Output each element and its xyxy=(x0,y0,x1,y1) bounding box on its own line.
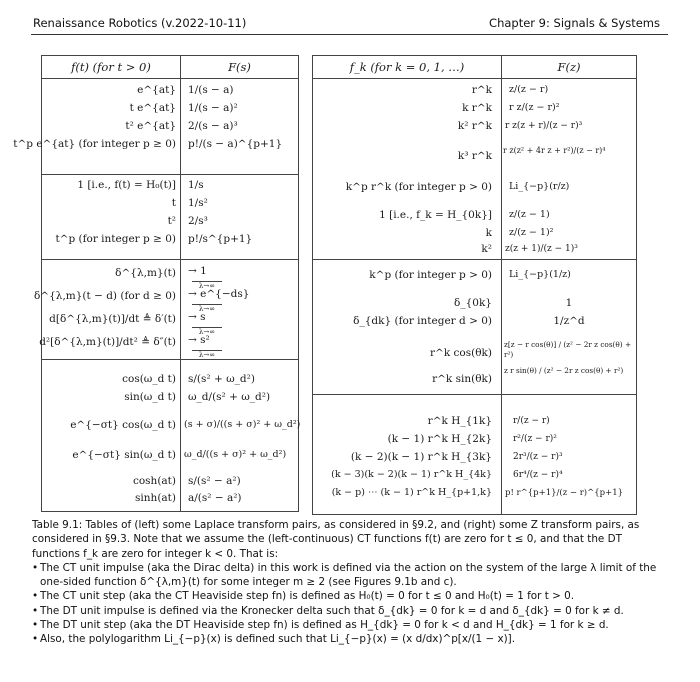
laplace-ft-cell: t e^{at} xyxy=(129,102,176,114)
limit-label: λ→∞ xyxy=(192,324,222,338)
laplace-ft-cell: e^{−σt} cos(ω_d t) xyxy=(70,419,176,431)
z-fk-cell: (k − 2)(k − 1) r^k H_{3k} xyxy=(350,451,492,463)
z-fz-cell: p! r^{p+1}/(z − r)^{p+1} xyxy=(505,488,624,498)
z-fk-cell: 1 [i.e., f_k = H_{0k}] xyxy=(379,209,492,221)
limit-label: λ→∞ xyxy=(192,278,222,292)
table-caption xyxy=(32,518,670,647)
laplace-ft-cell: d²[δ^{λ,m}(t)]/dt² ≜ δ″(t) xyxy=(39,336,176,348)
z-fz-cell: z r sin(θ) / (z² − 2r z cos(θ) + r²) xyxy=(504,366,624,375)
laplace-fs-cell: 1/s xyxy=(188,179,204,191)
z-fk-cell: δ_{dk} (for integer d > 0) xyxy=(353,315,492,327)
z-fz-cell: Li_{−p}(r/z) xyxy=(509,181,570,192)
laplace-fs-cell: → e^{−ds} xyxy=(188,288,250,300)
laplace-ft-cell: 1 [i.e., f(t) = H₀(t)] xyxy=(77,179,176,191)
laplace-ft-cell: t^p (for integer p ≥ 0) xyxy=(55,233,176,245)
laplace-fs-cell: 2/s³ xyxy=(188,215,208,227)
header-right: Chapter 9: Signals & Systems xyxy=(489,16,660,30)
z-fk-cell: k² r^k xyxy=(457,120,492,132)
laplace-fs-cell: → s² xyxy=(188,334,210,346)
z-divider xyxy=(313,259,636,260)
z-fz-cell: z/(z − 1)² xyxy=(509,227,554,238)
laplace-header-fs: F(s) xyxy=(181,56,298,79)
z-fz-cell: z/(z − r) xyxy=(509,84,549,95)
z-col-divider xyxy=(501,56,502,514)
laplace-divider xyxy=(42,359,298,360)
laplace-fs-cell: p!/(s − a)^{p+1} xyxy=(188,138,283,150)
z-fk-cell: r^k xyxy=(471,84,492,96)
limit-label: λ→∞ xyxy=(192,347,222,361)
caption-bullets xyxy=(32,561,670,647)
laplace-ft-cell: t^p e^{at} (for integer p ≥ 0) xyxy=(13,138,176,150)
laplace-fs-cell: 1/(s − a) xyxy=(188,84,234,96)
z-fk-cell: k xyxy=(485,227,492,239)
z-fk-cell: k^p (for integer p > 0) xyxy=(369,269,492,281)
laplace-ft-cell: cos(ω_d t) xyxy=(122,373,176,385)
laplace-header-ft: f(t) (for t > 0) xyxy=(42,56,180,79)
z-fk-cell: k r^k xyxy=(462,102,492,114)
laplace-fs-cell: ω_d/(s² + ω_d²) xyxy=(188,391,271,403)
laplace-fs-cell: p!/s^{p+1} xyxy=(188,233,253,245)
z-fk-cell: k³ r^k xyxy=(457,150,492,162)
laplace-divider xyxy=(42,174,298,175)
z-fk-cell: k² xyxy=(481,243,492,255)
laplace-ft-cell: δ^{λ,m}(t − d) (for d ≥ 0) xyxy=(33,290,176,302)
laplace-ft-cell: e^{−σt} sin(ω_d t) xyxy=(72,449,176,461)
z-fk-cell: (k − p) ⋯ (k − 1) r^k H_{p+1,k} xyxy=(331,487,492,498)
laplace-col-divider xyxy=(180,56,181,511)
z-fz-cell: z(z + 1)/(z − 1)³ xyxy=(505,244,578,254)
z-fz-cell: Li_{−p}(1/z) xyxy=(509,269,571,280)
laplace-ft-cell: d[δ^{λ,m}(t)]/dt ≜ δ′(t) xyxy=(49,313,176,325)
z-fz-cell: 2r³/(z − r)³ xyxy=(513,452,563,462)
z-fz-cell: r/(z − r) xyxy=(513,416,550,426)
z-divider xyxy=(313,394,636,395)
z-fk-cell: k^p r^k (for integer p > 0) xyxy=(345,181,492,193)
laplace-ft-cell: cosh(at) xyxy=(132,475,176,487)
z-fz-cell: z[z − r cos(θ)] / (z² − 2r z cos(θ) + r²) xyxy=(504,340,632,359)
z-fz-cell: 1/z^d xyxy=(553,315,585,327)
header-left: Renaissance Robotics (v.2022-10-11) xyxy=(33,16,247,30)
caption-bullet: • The CT unit step (aka the CT Heaviside step fn) is defined as H₀(t) = 0 for t ≤ 0 and H₀(t) = 1 for t > 0. xyxy=(32,589,670,603)
z-header-fz: F(z) xyxy=(502,56,636,79)
laplace-fs-cell: 1/s² xyxy=(188,197,208,209)
caption-bullet: • The CT unit impulse (aka the Dirac delta) in this work is defined via the action on the system of the large λ limit of the one-sided function δ^{λ,m}(t) for some integer m ≥ 2 (see Figures 9.1b and c). xyxy=(32,561,670,590)
caption-bullet: • Also, the polylogarithm Li_{−p}(x) is defined such that Li_{−p}(x) = (x d/dx)^p[x/(1 − x)]. xyxy=(32,632,670,646)
z-fk-cell: r^k cos(θk) xyxy=(430,347,492,359)
laplace-ft-cell: t² e^{at} xyxy=(125,120,176,132)
z-fz-cell: r z(z² + 4r z + r²)/(z − r)⁴ xyxy=(503,146,606,155)
z-fz-cell: r z/(z − r)² xyxy=(509,102,560,113)
z-transform-table xyxy=(312,55,637,515)
laplace-ft-cell: δ^{λ,m}(t) xyxy=(115,267,176,279)
z-fz-cell: 1 xyxy=(565,297,573,309)
z-fz-cell: z/(z − 1) xyxy=(509,209,550,220)
laplace-ft-cell: sinh(at) xyxy=(135,492,176,504)
limit-label: λ→∞ xyxy=(192,301,222,315)
z-fz-cell: 6r⁴/(z − r)⁴ xyxy=(513,470,563,480)
caption-bullet: • The DT unit step (aka the DT Heaviside step fn) is defined as H_{dk} = 0 for k < d and H_{dk} = 1 for k ≥ d. xyxy=(32,618,670,632)
laplace-ft-cell: e^{at} xyxy=(137,84,176,96)
laplace-fs-cell: (s + σ)/((s + σ)² + ω_d²) xyxy=(184,419,301,430)
laplace-fs-cell: 1/(s − a)² xyxy=(188,102,238,114)
z-fk-cell: r^k sin(θk) xyxy=(432,373,492,385)
laplace-fs-cell: → s xyxy=(188,311,206,323)
laplace-fs-cell: ω_d/((s + σ)² + ω_d²) xyxy=(184,449,287,460)
z-fk-cell: δ_{0k} xyxy=(454,297,492,309)
laplace-fs-cell: 2/(s − a)³ xyxy=(188,120,238,132)
laplace-fs-cell: s/(s² − a²) xyxy=(188,475,241,487)
laplace-ft-cell: sin(ω_d t) xyxy=(124,391,176,403)
z-fk-cell: (k − 1) r^k H_{2k} xyxy=(387,433,492,445)
z-fk-cell: r^k H_{1k} xyxy=(427,415,492,427)
z-fz-cell: r²/(z − r)² xyxy=(513,434,557,444)
laplace-ft-cell: t xyxy=(171,197,176,209)
header-rule xyxy=(31,34,668,35)
caption-bullet: • The DT unit impulse is defined via the Kronecker delta such that δ_{dk} = 0 for k = d and δ_{dk} = 0 for k ≠ d. xyxy=(32,604,670,618)
caption-intro: Table 9.1: Tables of (left) some Laplace transform pairs, as considered in §9.2, and (right) some Z transform pairs, as considered in §9.3. Note that we assume the (left-continuous) CT functions f(t) are zero for t ≤ 0, and that the DT functions f_k are zero for integer k < 0. That is: xyxy=(32,519,640,560)
laplace-fs-cell: → 1 xyxy=(188,265,207,277)
laplace-fs-cell: a/(s² − a²) xyxy=(188,492,242,504)
z-fk-cell: (k − 3)(k − 2)(k − 1) r^k H_{4k} xyxy=(331,469,492,480)
z-header-fk: f_k (for k = 0, 1, …) xyxy=(313,56,501,79)
laplace-ft-cell: t² xyxy=(167,215,176,227)
z-fz-cell: r z(z + r)/(z − r)³ xyxy=(505,121,583,131)
laplace-table xyxy=(13,55,301,512)
laplace-fs-cell: s/(s² + ω_d²) xyxy=(188,373,255,385)
laplace-divider xyxy=(42,259,298,260)
